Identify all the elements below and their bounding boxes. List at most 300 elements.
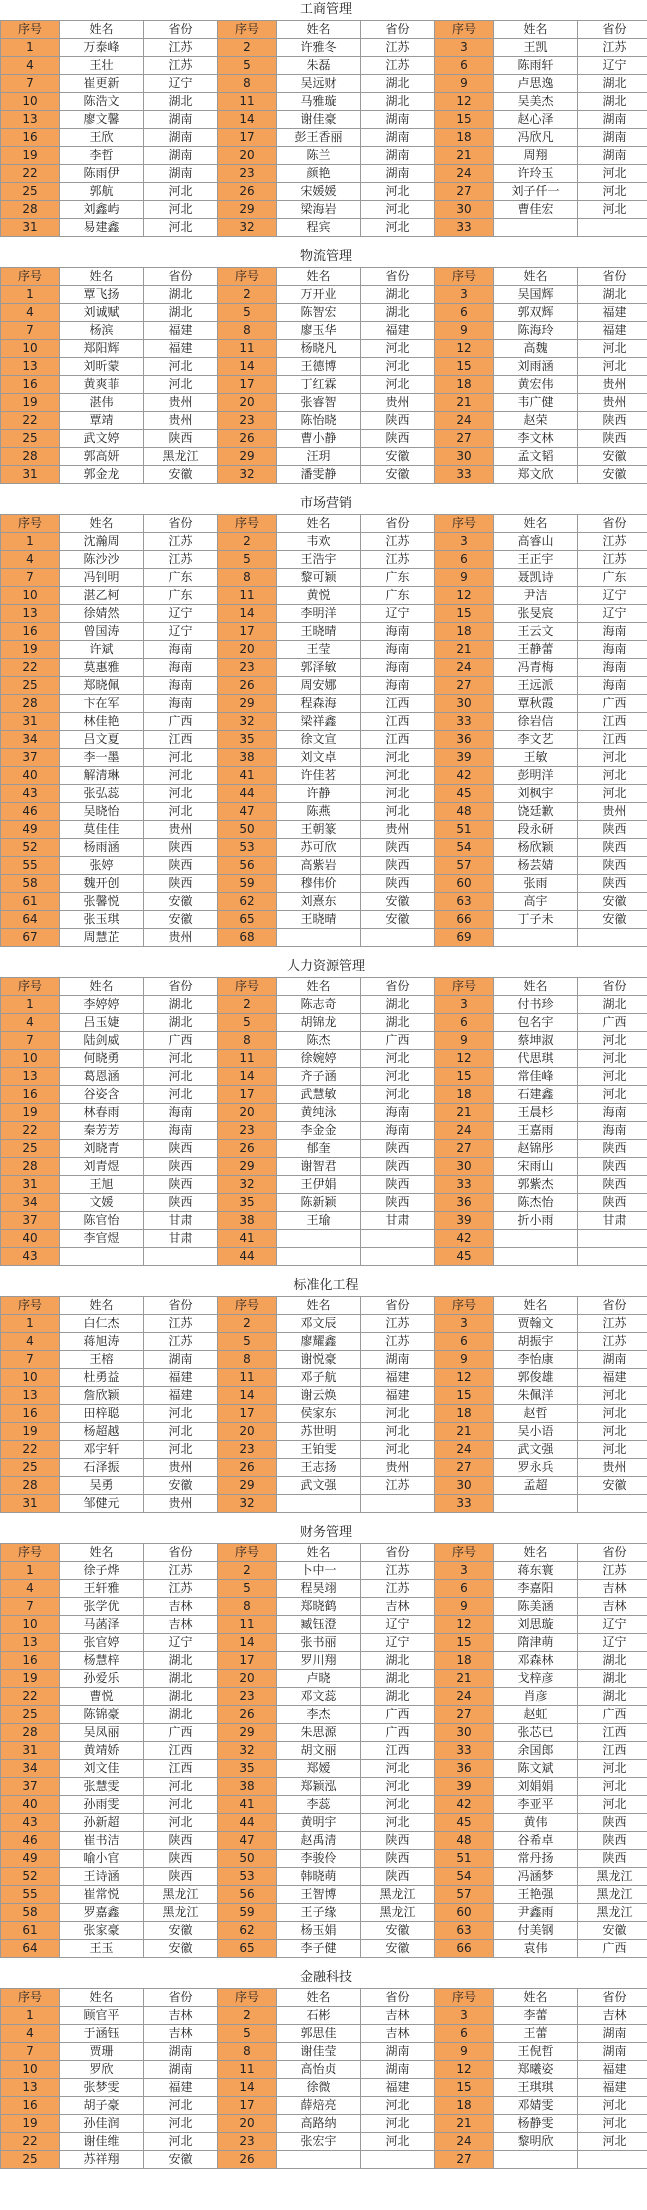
province-cell: 江苏 bbox=[578, 1333, 647, 1351]
name-cell: 王静蕾 bbox=[494, 641, 578, 659]
name-cell: 张书丽 bbox=[277, 1634, 361, 1652]
province-cell: 陕西 bbox=[144, 1140, 218, 1158]
seq-cell: 9 bbox=[435, 2043, 494, 2061]
seq-cell: 46 bbox=[1, 803, 60, 821]
seq-cell: 35 bbox=[218, 1194, 277, 1212]
province-cell: 湖南 bbox=[578, 2043, 647, 2061]
name-cell: 魏开创 bbox=[60, 875, 144, 893]
seq-cell: 17 bbox=[218, 376, 277, 394]
seq-cell: 29 bbox=[218, 695, 277, 713]
name-cell: 徐婧然 bbox=[60, 605, 144, 623]
table-row bbox=[1, 286, 647, 304]
province-cell: 河北 bbox=[361, 1760, 435, 1778]
province-cell: 安徽 bbox=[578, 448, 647, 466]
province-cell: 吉林 bbox=[361, 2025, 435, 2043]
table-row bbox=[1, 1104, 647, 1122]
name-cell: 王瑜 bbox=[277, 1212, 361, 1230]
name-cell: 李骏伶 bbox=[277, 1850, 361, 1868]
name-cell: 苏祥翔 bbox=[60, 2151, 144, 2169]
name-cell: 万泰峰 bbox=[60, 39, 144, 57]
seq-cell: 16 bbox=[1, 1405, 60, 1423]
seq-cell: 42 bbox=[435, 767, 494, 785]
table-row bbox=[1, 2097, 647, 2115]
seq-cell: 20 bbox=[218, 641, 277, 659]
name-cell: 刘晓青 bbox=[60, 1140, 144, 1158]
header-name: 姓名 bbox=[277, 1297, 361, 1315]
province-cell: 河北 bbox=[578, 1050, 647, 1068]
province-cell: 江西 bbox=[144, 1742, 218, 1760]
province-cell: 湖北 bbox=[361, 1014, 435, 1032]
province-cell: 贵州 bbox=[578, 376, 647, 394]
table-row bbox=[1, 659, 647, 677]
name-cell: 王敏 bbox=[494, 749, 578, 767]
province-cell: 海南 bbox=[361, 677, 435, 695]
table-row bbox=[1, 2061, 647, 2079]
seq-cell: 14 bbox=[218, 358, 277, 376]
name-cell: 王壮 bbox=[60, 57, 144, 75]
section-title: 财务管理 bbox=[300, 1525, 353, 1540]
province-cell: 江西 bbox=[361, 731, 435, 749]
seq-cell: 12 bbox=[435, 1369, 494, 1387]
name-cell: 胡锦龙 bbox=[277, 1014, 361, 1032]
section-spacer bbox=[1, 237, 647, 248]
name-cell: 于涵钰 bbox=[60, 2025, 144, 2043]
name-cell: 蔡坤淑 bbox=[494, 1032, 578, 1050]
seq-cell: 64 bbox=[1, 1940, 60, 1958]
name-cell: 李文艺 bbox=[494, 731, 578, 749]
province-cell: 湖北 bbox=[361, 1688, 435, 1706]
province-cell: 陕西 bbox=[361, 1176, 435, 1194]
seq-cell: 23 bbox=[218, 2133, 277, 2151]
seq-cell: 3 bbox=[435, 286, 494, 304]
province-cell: 陕西 bbox=[578, 430, 647, 448]
province-cell: 湖北 bbox=[578, 1652, 647, 1670]
table-row bbox=[1, 448, 647, 466]
table-row bbox=[1, 1315, 647, 1333]
province-cell: 河北 bbox=[361, 340, 435, 358]
seq-cell: 4 bbox=[1, 57, 60, 75]
province-cell: 辽宁 bbox=[578, 605, 647, 623]
name-cell: 马雅璇 bbox=[277, 93, 361, 111]
province-cell: 吉林 bbox=[361, 1598, 435, 1616]
name-cell: 程宾 bbox=[277, 219, 361, 237]
seq-cell: 18 bbox=[435, 2097, 494, 2115]
name-cell: 赵哲 bbox=[494, 1405, 578, 1423]
province-cell: 河北 bbox=[144, 1050, 218, 1068]
seq-cell: 38 bbox=[218, 1212, 277, 1230]
name-cell: 卜中一 bbox=[277, 1562, 361, 1580]
name-cell: 胡振宇 bbox=[494, 1333, 578, 1351]
name-cell: 黎可颖 bbox=[277, 569, 361, 587]
name-cell: 廖文馨 bbox=[60, 111, 144, 129]
province-cell: 福建 bbox=[144, 2079, 218, 2097]
seq-cell: 23 bbox=[218, 165, 277, 183]
province-cell: 河北 bbox=[578, 2133, 647, 2151]
name-cell: 贾珊 bbox=[60, 2043, 144, 2061]
province-cell: 辽宁 bbox=[361, 1616, 435, 1634]
province-cell bbox=[578, 219, 647, 237]
province-cell: 黑龙江 bbox=[144, 1886, 218, 1904]
header-name: 姓名 bbox=[277, 21, 361, 39]
table-row bbox=[1, 713, 647, 731]
province-cell: 河北 bbox=[361, 2097, 435, 2115]
name-cell: 郭思佳 bbox=[277, 2025, 361, 2043]
province-cell: 甘肃 bbox=[361, 1212, 435, 1230]
header-seq: 序号 bbox=[218, 268, 277, 286]
name-cell: 崔常悦 bbox=[60, 1886, 144, 1904]
seq-cell: 46 bbox=[1, 1832, 60, 1850]
province-cell: 河北 bbox=[578, 358, 647, 376]
section-title: 人力资源管理 bbox=[287, 959, 366, 974]
province-cell bbox=[578, 1495, 647, 1513]
seq-cell: 54 bbox=[435, 1868, 494, 1886]
seq-cell: 39 bbox=[435, 749, 494, 767]
table-row bbox=[1, 2007, 647, 2025]
name-cell: 王云文 bbox=[494, 623, 578, 641]
name-cell: 聂凯诗 bbox=[494, 569, 578, 587]
province-cell: 吉林 bbox=[578, 2007, 647, 2025]
seq-cell: 37 bbox=[1, 1778, 60, 1796]
header-province: 省份 bbox=[144, 268, 218, 286]
name-cell: 陈新颖 bbox=[277, 1194, 361, 1212]
province-cell: 陕西 bbox=[361, 1832, 435, 1850]
seq-cell: 52 bbox=[1, 1868, 60, 1886]
header-name: 姓名 bbox=[494, 978, 578, 996]
name-cell: 戈梓彦 bbox=[494, 1670, 578, 1688]
province-cell: 广西 bbox=[578, 1706, 647, 1724]
seq-cell: 5 bbox=[218, 1333, 277, 1351]
province-cell: 广西 bbox=[144, 1724, 218, 1742]
province-cell: 河北 bbox=[361, 1778, 435, 1796]
province-cell: 安徽 bbox=[144, 911, 218, 929]
name-cell: 湛伟 bbox=[60, 394, 144, 412]
name-cell: 折小雨 bbox=[494, 1212, 578, 1230]
name-cell: 陈锦豪 bbox=[60, 1706, 144, 1724]
province-cell: 湖南 bbox=[144, 111, 218, 129]
name-cell: 吴美杰 bbox=[494, 93, 578, 111]
name-cell: 王诗涵 bbox=[60, 1868, 144, 1886]
name-cell: 郭金龙 bbox=[60, 466, 144, 484]
name-cell: 廖耀鑫 bbox=[277, 1333, 361, 1351]
province-cell: 安徽 bbox=[578, 893, 647, 911]
name-cell: 林佳艳 bbox=[60, 713, 144, 731]
seq-cell: 10 bbox=[1, 587, 60, 605]
section-title-row bbox=[1, 0, 647, 21]
header-seq: 序号 bbox=[1, 268, 60, 286]
seq-cell: 9 bbox=[435, 322, 494, 340]
province-cell: 海南 bbox=[578, 677, 647, 695]
header-seq: 序号 bbox=[1, 515, 60, 533]
section-title-row bbox=[1, 1968, 647, 1989]
table-row bbox=[1, 1212, 647, 1230]
seq-cell: 4 bbox=[1, 1014, 60, 1032]
seq-cell: 33 bbox=[435, 1742, 494, 1760]
province-cell: 江苏 bbox=[361, 39, 435, 57]
seq-cell: 5 bbox=[218, 57, 277, 75]
name-cell: 许佳茗 bbox=[277, 767, 361, 785]
name-cell: 梁祥鑫 bbox=[277, 713, 361, 731]
province-cell: 陕西 bbox=[578, 821, 647, 839]
name-cell: 李文林 bbox=[494, 430, 578, 448]
name-cell: 顾官平 bbox=[60, 2007, 144, 2025]
header-row bbox=[1, 1544, 647, 1562]
table-row bbox=[1, 322, 647, 340]
section-spacer bbox=[1, 484, 647, 495]
header-province: 省份 bbox=[361, 515, 435, 533]
province-cell bbox=[361, 1495, 435, 1513]
seq-cell: 62 bbox=[218, 893, 277, 911]
province-cell: 辽宁 bbox=[578, 57, 647, 75]
seq-cell: 12 bbox=[435, 93, 494, 111]
name-cell: 黄靖娇 bbox=[60, 1742, 144, 1760]
table-row bbox=[1, 165, 647, 183]
province-cell: 辽宁 bbox=[144, 605, 218, 623]
seq-cell: 30 bbox=[435, 695, 494, 713]
seq-cell: 42 bbox=[435, 1230, 494, 1248]
seq-cell: 51 bbox=[435, 821, 494, 839]
seq-cell: 24 bbox=[435, 2133, 494, 2151]
header-name: 姓名 bbox=[60, 1989, 144, 2007]
seq-cell: 21 bbox=[435, 1104, 494, 1122]
province-cell: 湖南 bbox=[361, 165, 435, 183]
province-cell: 陕西 bbox=[578, 1850, 647, 1868]
province-cell: 湖北 bbox=[361, 304, 435, 322]
name-cell: 谷姿含 bbox=[60, 1086, 144, 1104]
province-cell: 福建 bbox=[361, 1369, 435, 1387]
province-cell: 湖北 bbox=[144, 1688, 218, 1706]
province-cell: 湖北 bbox=[578, 996, 647, 1014]
seq-cell: 14 bbox=[218, 605, 277, 623]
table-row bbox=[1, 533, 647, 551]
name-cell: 高宇 bbox=[494, 893, 578, 911]
seq-cell: 27 bbox=[435, 1706, 494, 1724]
name-cell: 邓森林 bbox=[494, 1652, 578, 1670]
name-cell: 丁红霖 bbox=[277, 376, 361, 394]
name-cell: 张官婷 bbox=[60, 1634, 144, 1652]
province-cell: 陕西 bbox=[578, 1832, 647, 1850]
province-cell: 河北 bbox=[578, 1032, 647, 1050]
table-row bbox=[1, 2043, 647, 2061]
name-cell: 孙佳润 bbox=[60, 2115, 144, 2133]
province-cell: 陕西 bbox=[578, 1140, 647, 1158]
province-cell: 河北 bbox=[578, 1068, 647, 1086]
header-seq: 序号 bbox=[1, 21, 60, 39]
seq-cell: 15 bbox=[435, 1068, 494, 1086]
table-row bbox=[1, 1706, 647, 1724]
table-row bbox=[1, 875, 647, 893]
table-row bbox=[1, 641, 647, 659]
name-cell: 周慧芷 bbox=[60, 929, 144, 947]
header-name: 姓名 bbox=[494, 21, 578, 39]
province-cell: 安徽 bbox=[578, 1922, 647, 1940]
table-row bbox=[1, 1032, 647, 1050]
name-cell: 张旻宸 bbox=[494, 605, 578, 623]
province-cell: 江苏 bbox=[361, 551, 435, 569]
seq-cell: 16 bbox=[1, 623, 60, 641]
name-cell: 曹小静 bbox=[277, 430, 361, 448]
name-cell: 王晓晴 bbox=[277, 623, 361, 641]
name-cell: 王远派 bbox=[494, 677, 578, 695]
table-row bbox=[1, 1014, 647, 1032]
seq-cell: 50 bbox=[218, 821, 277, 839]
table-row bbox=[1, 1922, 647, 1940]
seq-cell: 3 bbox=[435, 2007, 494, 2025]
name-cell: 李怡康 bbox=[494, 1351, 578, 1369]
seq-cell: 53 bbox=[218, 1868, 277, 1886]
name-cell: 陆剑威 bbox=[60, 1032, 144, 1050]
header-name: 姓名 bbox=[277, 515, 361, 533]
seq-cell: 23 bbox=[218, 412, 277, 430]
name-cell: 武慧敏 bbox=[277, 1086, 361, 1104]
name-cell: 宋雨山 bbox=[494, 1158, 578, 1176]
seq-cell: 30 bbox=[435, 201, 494, 219]
name-cell: 陈杰怡 bbox=[494, 1194, 578, 1212]
seq-cell: 7 bbox=[1, 1351, 60, 1369]
province-cell: 陕西 bbox=[144, 1194, 218, 1212]
section-title-row bbox=[1, 1523, 647, 1544]
province-cell: 海南 bbox=[144, 1122, 218, 1140]
province-cell: 河北 bbox=[578, 201, 647, 219]
spacer-cell bbox=[1, 947, 647, 958]
name-cell: 解清琳 bbox=[60, 767, 144, 785]
province-cell bbox=[361, 1248, 435, 1266]
name-cell: 郑嫒 bbox=[277, 1760, 361, 1778]
table-row bbox=[1, 2151, 647, 2169]
table-row bbox=[1, 412, 647, 430]
name-cell: 孙雨雯 bbox=[60, 1796, 144, 1814]
province-cell: 湖北 bbox=[144, 304, 218, 322]
table-body bbox=[1, 0, 647, 2169]
name-cell: 冯钊明 bbox=[60, 569, 144, 587]
seq-cell: 8 bbox=[218, 569, 277, 587]
seq-cell: 13 bbox=[1, 1068, 60, 1086]
name-cell: 苏可欣 bbox=[277, 839, 361, 857]
seq-cell: 59 bbox=[218, 875, 277, 893]
name-cell: 朱磊 bbox=[277, 57, 361, 75]
seq-cell: 3 bbox=[435, 39, 494, 57]
province-cell: 河北 bbox=[144, 767, 218, 785]
province-cell: 陕西 bbox=[361, 1158, 435, 1176]
name-cell: 崔书洁 bbox=[60, 1832, 144, 1850]
seq-cell: 37 bbox=[1, 749, 60, 767]
name-cell: 宋媛媛 bbox=[277, 183, 361, 201]
table-row bbox=[1, 340, 647, 358]
province-cell: 河北 bbox=[578, 1796, 647, 1814]
province-cell: 陕西 bbox=[578, 1158, 647, 1176]
header-province: 省份 bbox=[578, 515, 647, 533]
name-cell: 李子健 bbox=[277, 1940, 361, 1958]
name-cell: 王倪哲 bbox=[494, 2043, 578, 2061]
header-name: 姓名 bbox=[277, 1989, 361, 2007]
province-cell: 广西 bbox=[578, 1940, 647, 1958]
province-cell: 江苏 bbox=[144, 551, 218, 569]
name-cell: 梁海岩 bbox=[277, 201, 361, 219]
province-cell: 河北 bbox=[361, 749, 435, 767]
table-row bbox=[1, 219, 647, 237]
province-cell: 海南 bbox=[361, 1122, 435, 1140]
province-cell: 陕西 bbox=[578, 839, 647, 857]
section-title-row bbox=[1, 1276, 647, 1297]
name-cell bbox=[277, 929, 361, 947]
province-cell: 江苏 bbox=[361, 1580, 435, 1598]
header-name: 姓名 bbox=[60, 268, 144, 286]
name-cell: 郭俊雄 bbox=[494, 1369, 578, 1387]
province-cell: 江西 bbox=[144, 731, 218, 749]
seq-cell: 2 bbox=[218, 1315, 277, 1333]
name-cell: 周翔 bbox=[494, 147, 578, 165]
name-cell: 曹悦 bbox=[60, 1688, 144, 1706]
province-cell: 福建 bbox=[578, 2079, 647, 2097]
province-cell: 湖北 bbox=[144, 1652, 218, 1670]
province-cell: 黑龙江 bbox=[361, 1886, 435, 1904]
seq-cell: 2 bbox=[218, 2007, 277, 2025]
seq-cell: 8 bbox=[218, 2043, 277, 2061]
seq-cell: 5 bbox=[218, 2025, 277, 2043]
province-cell: 河北 bbox=[361, 1050, 435, 1068]
seq-cell: 7 bbox=[1, 75, 60, 93]
name-cell: 张宏宇 bbox=[277, 2133, 361, 2151]
name-cell: 李蕾 bbox=[494, 2007, 578, 2025]
seq-cell: 61 bbox=[1, 893, 60, 911]
name-cell: 郭泽敏 bbox=[277, 659, 361, 677]
name-cell: 吴晓怡 bbox=[60, 803, 144, 821]
name-cell bbox=[60, 1248, 144, 1266]
province-cell: 江西 bbox=[578, 713, 647, 731]
province-cell: 河北 bbox=[144, 2115, 218, 2133]
seq-cell: 12 bbox=[435, 2061, 494, 2079]
province-cell: 湖北 bbox=[361, 1670, 435, 1688]
seq-cell: 14 bbox=[218, 1387, 277, 1405]
name-cell: 杨超越 bbox=[60, 1423, 144, 1441]
table-row bbox=[1, 1616, 647, 1634]
seq-cell: 36 bbox=[435, 731, 494, 749]
name-cell: 刘熹东 bbox=[277, 893, 361, 911]
province-cell: 河北 bbox=[144, 219, 218, 237]
name-cell bbox=[277, 1248, 361, 1266]
seq-cell: 40 bbox=[1, 1796, 60, 1814]
table-row bbox=[1, 1140, 647, 1158]
name-cell: 张馨悦 bbox=[60, 893, 144, 911]
name-cell: 张学优 bbox=[60, 1598, 144, 1616]
seq-cell: 7 bbox=[1, 322, 60, 340]
seq-cell: 22 bbox=[1, 165, 60, 183]
seq-cell: 20 bbox=[218, 1423, 277, 1441]
header-province: 省份 bbox=[578, 978, 647, 996]
province-cell: 河北 bbox=[144, 803, 218, 821]
section-spacer bbox=[1, 1958, 647, 1969]
province-cell: 河北 bbox=[578, 2097, 647, 2115]
province-cell: 河北 bbox=[144, 1796, 218, 1814]
seq-cell: 64 bbox=[1, 911, 60, 929]
province-cell: 湖南 bbox=[578, 1351, 647, 1369]
name-cell: 郑晓鹤 bbox=[277, 1598, 361, 1616]
seq-cell: 58 bbox=[1, 875, 60, 893]
seq-cell: 43 bbox=[1, 785, 60, 803]
seq-cell: 67 bbox=[1, 929, 60, 947]
province-cell: 黑龙江 bbox=[144, 448, 218, 466]
seq-cell: 3 bbox=[435, 533, 494, 551]
seq-cell: 13 bbox=[1, 358, 60, 376]
name-cell: 杨滨 bbox=[60, 322, 144, 340]
name-cell: 郭双辉 bbox=[494, 304, 578, 322]
name-cell: 王智博 bbox=[277, 1886, 361, 1904]
name-cell: 付书珍 bbox=[494, 996, 578, 1014]
seq-cell: 55 bbox=[1, 857, 60, 875]
name-cell: 孟超 bbox=[494, 1477, 578, 1495]
header-seq: 序号 bbox=[1, 1989, 60, 2007]
name-cell: 石彬 bbox=[277, 2007, 361, 2025]
name-cell: 王蕾 bbox=[494, 2025, 578, 2043]
